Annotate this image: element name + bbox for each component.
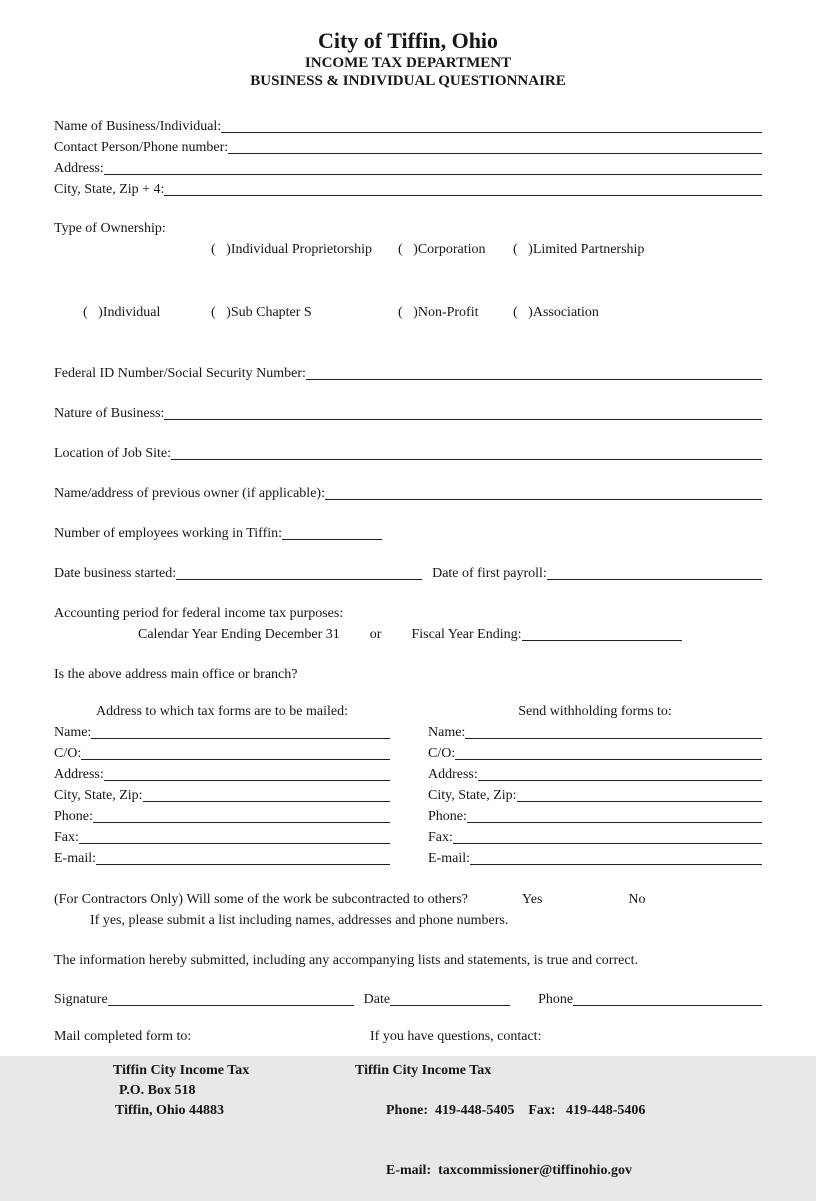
contact-fax-label: Fax: — [514, 1103, 567, 1118]
signature-label: Signature — [54, 992, 108, 1007]
mail-co-input-line[interactable] — [81, 747, 390, 760]
office-or-branch-question: Is the above address main office or branch? — [54, 667, 298, 682]
mail-fax-label: Fax: — [54, 830, 79, 845]
withholding-address-row — [428, 764, 762, 785]
mail-po-box: P.O. Box 518 — [119, 1083, 196, 1098]
ownership-option-sub-chapter-s[interactable] — [190, 281, 377, 344]
date-started-label: Date business started: — [54, 566, 177, 581]
contact-email-line — [355, 1141, 645, 1201]
contact-email-value: taxcommissioner@tiffinohio.gov — [438, 1163, 632, 1178]
signature-row — [54, 989, 762, 1010]
checkbox-association[interactable]: ( ) — [513, 305, 533, 320]
withholding-email-input-line[interactable] — [470, 852, 762, 865]
form-header — [54, 28, 762, 90]
mailing-addresses-section — [54, 701, 762, 869]
first-payroll-input-line[interactable] — [547, 567, 762, 580]
withholding-name-input-line[interactable] — [465, 726, 762, 739]
contact-person-input-line[interactable] — [228, 141, 762, 154]
mail-email-row — [54, 848, 390, 869]
nature-of-business-input-line[interactable] — [164, 407, 762, 420]
withholding-phone-input-line[interactable] — [467, 810, 762, 823]
calendar-year-option[interactable]: Calendar Year Ending December 31 — [138, 627, 340, 642]
signature-input-line[interactable] — [108, 993, 354, 1006]
withholding-co-row — [428, 743, 762, 764]
withholding-address-label: Address: — [428, 767, 478, 782]
certification-statement: The information hereby submitted, including any accompanying lists and statements, is true and correct. — [54, 953, 638, 968]
previous-owner-input-line[interactable] — [325, 487, 762, 500]
fiscal-year-label: Fiscal Year Ending: — [411, 627, 522, 642]
withholding-co-label: C/O: — [428, 746, 456, 761]
withholding-phone-row — [428, 806, 762, 827]
form-subtitle-department: INCOME TAX DEPARTMENT — [304, 55, 512, 71]
dates-row — [54, 563, 762, 584]
mail-address-label: Address: — [54, 767, 104, 782]
contractors-question: (For Contractors Only) Will some of the work be subcontracted to others? — [54, 892, 469, 907]
withholding-email-label: E-mail: — [428, 851, 470, 866]
job-site-row — [54, 443, 762, 464]
date-label: Date — [363, 992, 391, 1007]
ownership-option-label: Individual — [102, 305, 161, 320]
contact-email-label: E-mail: — [386, 1163, 439, 1178]
questions-contact-label: If you have questions, contact: — [370, 1029, 542, 1044]
contact-phone-label: Phone: — [386, 1103, 435, 1118]
accounting-period-options-row — [54, 624, 762, 645]
mail-phone-input-line[interactable] — [93, 810, 390, 823]
nature-of-business-row — [54, 403, 762, 424]
mail-phone-label: Phone: — [54, 809, 93, 824]
ownership-option-label: Individual Proprietorship — [230, 242, 372, 257]
tax-forms-mailing-header: Address to which tax forms are to be mailed: — [96, 704, 348, 719]
withholding-co-input-line[interactable] — [455, 747, 762, 760]
mail-email-input-line[interactable] — [96, 852, 390, 865]
employees-input-line[interactable] — [282, 527, 382, 540]
mail-name-label: Name: — [54, 725, 92, 740]
mail-city-row — [54, 785, 390, 806]
mail-city-label: City, State, Zip: — [54, 788, 143, 803]
withholding-city-label: City, State, Zip: — [428, 788, 517, 803]
phone-input-line[interactable] — [573, 993, 762, 1006]
mail-name-input-line[interactable] — [91, 726, 390, 739]
ownership-option-limited-partnership[interactable] — [492, 218, 762, 281]
mail-city-input-line[interactable] — [143, 789, 390, 802]
phone-label: Phone — [538, 992, 574, 1007]
business-name-label: Name of Business/Individual: — [54, 119, 222, 134]
checkbox-sub-chapter-s[interactable]: ( ) — [211, 305, 231, 320]
contact-person-label: Contact Person/Phone number: — [54, 140, 229, 155]
ownership-option-corporation[interactable] — [377, 218, 492, 281]
ownership-option-individual-proprietorship[interactable] — [190, 218, 377, 281]
withholding-email-row — [428, 848, 762, 869]
withholding-fax-input-line[interactable] — [453, 831, 762, 844]
contact-dept-name: Tiffin City Income Tax — [355, 1063, 492, 1078]
footer-instruction-row — [54, 1026, 762, 1047]
mail-dept-name: Tiffin City Income Tax — [113, 1063, 250, 1078]
withholding-forms-header: Send withholding forms to: — [518, 704, 672, 719]
contractors-question-row — [54, 889, 762, 910]
mail-city-state: Tiffin, Ohio 44883 — [115, 1103, 225, 1118]
mail-phone-row — [54, 806, 390, 827]
city-state-zip-input-line[interactable] — [164, 183, 762, 196]
withholding-name-row — [428, 722, 762, 743]
ownership-option-label: Non-Profit — [417, 305, 479, 320]
city-state-zip-row — [54, 179, 762, 200]
mail-co-row — [54, 743, 390, 764]
withholding-fax-label: Fax: — [428, 830, 453, 845]
nature-of-business-label: Nature of Business: — [54, 406, 165, 421]
contractors-yes-option[interactable]: Yes — [522, 892, 543, 907]
withholding-address-input-line[interactable] — [478, 768, 762, 781]
mail-co-label: C/O: — [54, 746, 82, 761]
ownership-label: Type of Ownership: — [54, 221, 166, 236]
business-name-input-line[interactable] — [221, 120, 762, 133]
form-subtitle-questionnaire: BUSINESS & INDIVIDUAL QUESTIONNAIRE — [250, 73, 566, 89]
ownership-option-association[interactable] — [492, 281, 762, 344]
withholding-name-label: Name: — [428, 725, 466, 740]
checkbox-individual-proprietorship[interactable]: ( ) — [211, 242, 231, 257]
ownership-type-section — [54, 218, 762, 344]
withholding-city-row — [428, 785, 762, 806]
withholding-city-input-line[interactable] — [517, 789, 762, 802]
mail-name-row — [54, 722, 390, 743]
date-started-input-line[interactable] — [176, 567, 422, 580]
ownership-option-label: Association — [532, 305, 599, 320]
ownership-option-non-profit[interactable] — [377, 281, 492, 344]
checkbox-non-profit[interactable]: ( ) — [398, 305, 418, 320]
form-title: City of Tiffin, Ohio — [317, 28, 499, 53]
contact-fax-value: 419-448-5406 — [566, 1103, 646, 1118]
checkbox-corporation[interactable]: ( ) — [398, 242, 418, 257]
ownership-option-label: Sub Chapter S — [230, 305, 312, 320]
address-row — [54, 158, 762, 179]
checkbox-individual[interactable]: ( ) — [83, 305, 103, 320]
ownership-option-individual[interactable] — [54, 281, 190, 344]
mail-fax-row — [54, 827, 390, 848]
mail-fax-input-line[interactable] — [79, 831, 390, 844]
previous-owner-label: Name/address of previous owner (if applicable): — [54, 486, 325, 501]
identification-section — [54, 116, 762, 200]
contractors-no-option[interactable]: No — [628, 892, 646, 907]
contact-phone-fax-line — [355, 1081, 645, 1141]
contact-info-block — [355, 1061, 645, 1201]
ownership-option-label: Limited Partnership — [532, 242, 645, 257]
contractors-note: If yes, please submit a list including names, addresses and phone numbers. — [90, 913, 509, 928]
or-label: or — [369, 627, 382, 642]
employees-label: Number of employees working in Tiffin: — [54, 526, 283, 541]
footer-contact-block — [54, 1061, 762, 1201]
mail-address-row — [54, 764, 390, 785]
fiscal-year-input-line[interactable] — [522, 628, 682, 641]
address-input-line[interactable] — [104, 162, 762, 175]
job-site-input-line[interactable] — [171, 447, 762, 460]
withholding-phone-label: Phone: — [428, 809, 467, 824]
tax-forms-mailing-column — [54, 701, 390, 869]
withholding-forms-column — [428, 701, 762, 869]
contact-phone-value: 419-448-5405 — [435, 1103, 515, 1118]
mail-completed-form-label: Mail completed form to: — [54, 1029, 192, 1044]
employees-row — [54, 523, 762, 544]
federal-id-label: Federal ID Number/Social Security Number: — [54, 366, 306, 381]
mailing-address-block — [113, 1061, 355, 1201]
checkbox-limited-partnership[interactable]: ( ) — [513, 242, 533, 257]
federal-id-row — [54, 363, 762, 384]
city-state-zip-label: City, State, Zip + 4: — [54, 182, 165, 197]
business-name-row — [54, 116, 762, 137]
accounting-period-label: Accounting period for federal income tax purposes: — [54, 606, 344, 621]
mail-email-label: E-mail: — [54, 851, 96, 866]
mail-address-input-line[interactable] — [104, 768, 390, 781]
address-label: Address: — [54, 161, 104, 176]
previous-owner-row — [54, 483, 762, 504]
contact-person-row — [54, 137, 762, 158]
date-input-line[interactable] — [390, 993, 510, 1006]
federal-id-input-line[interactable] — [306, 367, 762, 380]
withholding-fax-row — [428, 827, 762, 848]
ownership-option-label: Corporation — [417, 242, 486, 257]
first-payroll-label: Date of first payroll: — [432, 566, 547, 581]
job-site-label: Location of Job Site: — [54, 446, 172, 461]
